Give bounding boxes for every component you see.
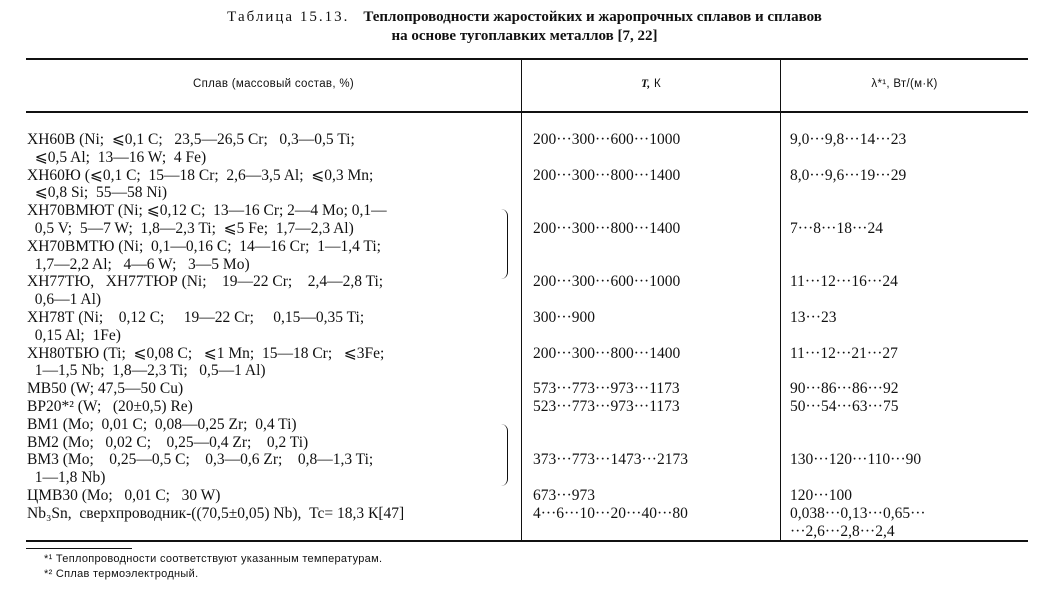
footnote-rule bbox=[26, 548, 132, 549]
row-temperature: 373···773···1473···2173 bbox=[533, 451, 688, 469]
column-divider-1 bbox=[521, 59, 522, 540]
header-temperature-unit: К bbox=[653, 78, 661, 90]
footnote-1: *¹ Теплопроводности соответствуют указанным температурам. bbox=[44, 553, 383, 565]
row-temperature: 200···300···800···1400 bbox=[533, 166, 681, 184]
row-temperature: 200···300···600···1000 bbox=[533, 273, 681, 291]
group-brace-2 bbox=[500, 424, 508, 486]
caption-title: Теплопроводности жаростойких и жаропрочных сплавов и сплавов bbox=[363, 9, 822, 25]
row-alloy: 0,5 V; 5—7 W; 1,8—2,3 Ti; ⩽5 Fe; 1,7—2,3 Al) bbox=[27, 220, 354, 237]
row-conductivity: 50···54···63···75 bbox=[790, 398, 899, 415]
row-temperature: 573···773···973···1173 bbox=[533, 380, 680, 398]
header-conductivity: λ*¹, Вт/(м·К) bbox=[871, 78, 938, 90]
row-alloy: ЦМВ30 (Mo; 0,01 C; 30 W) bbox=[27, 487, 221, 504]
row-alloy: ВМ2 (Mo; 0,02 C; 0,25—0,4 Zr; 0,2 Ti) bbox=[27, 433, 309, 451]
caption-line-2: на основе тугоплавких металлов [7, 22] bbox=[391, 28, 658, 44]
row-alloy: ХН80ТБЮ (Ti; ⩽0,08 C; ⩽1 Mn; 15—18 Cr; ⩽3Fe; bbox=[27, 344, 385, 362]
row-temperature: 200···300···600···1000 bbox=[533, 131, 681, 148]
group-brace-1 bbox=[500, 209, 508, 279]
row-conductivity: 11···12···16···24 bbox=[790, 273, 898, 291]
row-temperature: 673···973 bbox=[533, 487, 595, 504]
row-temperature: 300···900 bbox=[533, 309, 595, 326]
table-top-rule bbox=[26, 58, 1028, 60]
row-alloy: ВМ1 (Mo; 0,01 C; 0,08—0,25 Zr; 0,4 Ti) bbox=[27, 415, 297, 433]
row-alloy: МВ50 (W; 47,5—50 Cu) bbox=[27, 380, 184, 398]
row-conductivity: 7···8···18···24 bbox=[790, 220, 883, 237]
row-temperature: 200···300···800···1400 bbox=[533, 220, 681, 237]
row-alloy: ХН60Ю (⩽0,1 C; 15—18 Cr; 2,6—3,5 Al; ⩽0,3 Mn; bbox=[27, 166, 374, 184]
header-rule bbox=[26, 111, 1028, 113]
row-alloy: ХН77ТЮ, ХН77ТЮР (Ni; 19—22 Cr; 2,4—2,8 Ti; bbox=[27, 273, 384, 291]
header-alloy: Сплав (массовый состав, %) bbox=[192, 78, 354, 90]
header-temperature-symbol: T, bbox=[641, 78, 651, 90]
row-alloy: ВМ3 (Mo; 0,25—0,5 C; 0,3—0,6 Zr; 0,8—1,3 Ti; bbox=[27, 451, 374, 469]
row-alloy: ⩽0,5 Al; 13—16 W; 4 Fe) bbox=[27, 148, 207, 166]
row-conductivity: 11···12···21···27 bbox=[790, 344, 898, 362]
row-conductivity: 0,038···0,13···0,65··· bbox=[790, 504, 926, 522]
row-alloy: 1—1,5 Nb; 1,8—2,3 Ti; 0,5—1 Al) bbox=[27, 362, 266, 380]
row-alloy: 1,7—2,2 Al; 4—6 W; 3—5 Mo) bbox=[27, 255, 250, 273]
row-conductivity: 130···120···110···90 bbox=[790, 451, 922, 469]
row-conductivity: 13···23 bbox=[790, 309, 837, 326]
row-temperature: 523···773···973···1173 bbox=[533, 398, 680, 415]
row-conductivity: ···2,6···2,8···2,4 bbox=[790, 522, 895, 540]
row-conductivity: 8,0···9,6···19···29 bbox=[790, 166, 907, 184]
row-alloy: ХН70ВМЮТ (Ni; ⩽0,12 C; 13—16 Cr; 2—4 Mo; 0,1— bbox=[27, 202, 387, 220]
row-temperature: 200···300···800···1400 bbox=[533, 344, 681, 362]
row-conductivity: 90···86···86···92 bbox=[790, 380, 899, 398]
table-caption bbox=[0, 8, 1049, 46]
caption-label: Таблица 15.13. bbox=[227, 9, 350, 25]
row-alloy: 1—1,8 Nb) bbox=[27, 469, 106, 487]
table-bottom-rule bbox=[26, 540, 1028, 542]
row-alloy: ⩽0,8 Si; 55—58 Ni) bbox=[27, 184, 168, 202]
row-alloy: 0,6—1 Al) bbox=[27, 291, 102, 309]
row-alloy: ХН60В (Ni; ⩽0,1 C; 23,5—26,5 Cr; 0,3—0,5 Ti; bbox=[27, 131, 355, 148]
row-alloy: ХН78Т (Ni; 0,12 C; 19—22 Cr; 0,15—0,35 Ti; bbox=[27, 309, 365, 326]
caption-line-1 bbox=[0, 8, 1049, 27]
header-temperature bbox=[522, 78, 780, 90]
footnote-2: *² Сплав термоэлектродный. bbox=[44, 568, 199, 580]
row-temperature: 4···6···10···20···40···80 bbox=[533, 504, 688, 522]
row-conductivity: 120···100 bbox=[790, 487, 852, 504]
column-divider-2 bbox=[780, 59, 781, 540]
row-alloy: 0,15 Al; 1Fe) bbox=[27, 326, 121, 344]
row-conductivity: 9,0···9,8···14···23 bbox=[790, 131, 907, 148]
row-alloy: Nb₃Sn, сверхпроводник-((70,5±0,05) Nb), Tc= 18,3 К[47] bbox=[27, 504, 405, 522]
row-alloy: ХН70ВМТЮ (Ni; 0,1—0,16 C; 14—16 Cr; 1—1,4 Ti; bbox=[27, 237, 381, 255]
row-alloy: ВР20*² (W; (20±0,5) Re) bbox=[27, 398, 193, 415]
